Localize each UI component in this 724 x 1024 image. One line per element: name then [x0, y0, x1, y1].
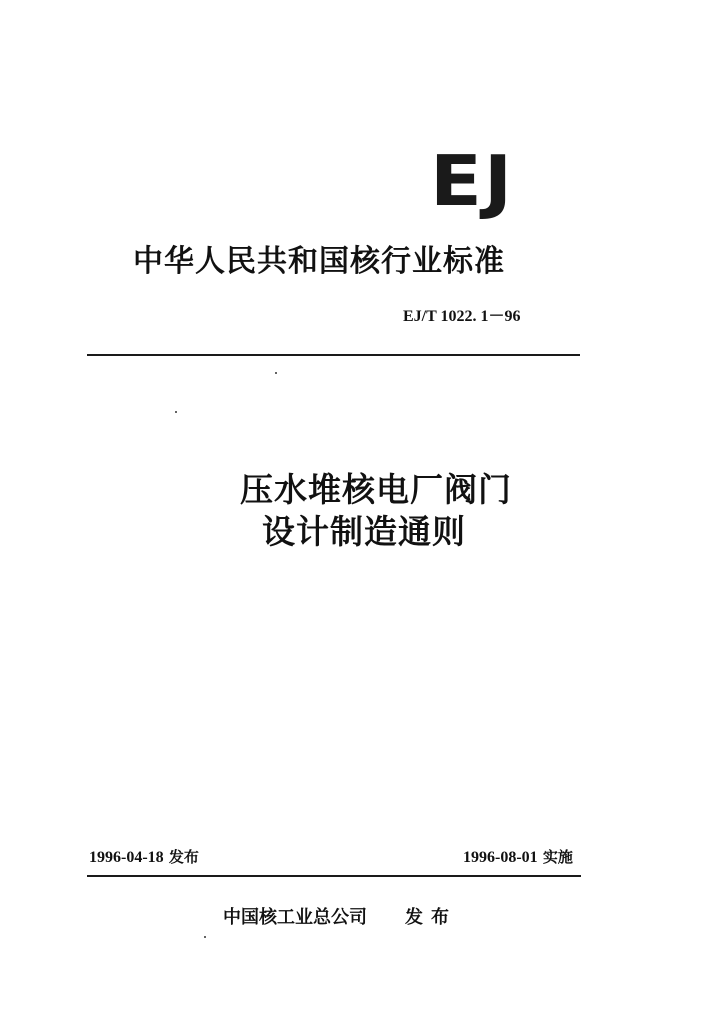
scan-speck [275, 372, 277, 374]
effective-date [463, 847, 573, 868]
scan-speck [204, 936, 206, 938]
standard-authority-heading: 中华人民共和国核行业标准 [133, 244, 505, 279]
standard-number: EJ/T 1022. 1－96 [403, 308, 521, 325]
document-title-line-2: 设计制造通则 [262, 512, 466, 551]
issue-date-value: 1996-04-18 [89, 849, 164, 866]
issue-date [89, 847, 199, 868]
top-divider [87, 354, 580, 356]
bottom-divider [87, 875, 581, 877]
issue-date-label: 发布 [168, 848, 199, 866]
effective-date-label: 实施 [542, 848, 573, 866]
scan-speck [175, 411, 177, 413]
effective-date-value: 1996-08-01 [463, 849, 538, 866]
publisher-name: 中国核工业总公司 [223, 907, 367, 928]
document-title-line-1: 压水堆核电厂阀门 [240, 470, 512, 509]
publish-label: 发布 [405, 907, 457, 928]
ej-logo: EJ [430, 139, 515, 222]
